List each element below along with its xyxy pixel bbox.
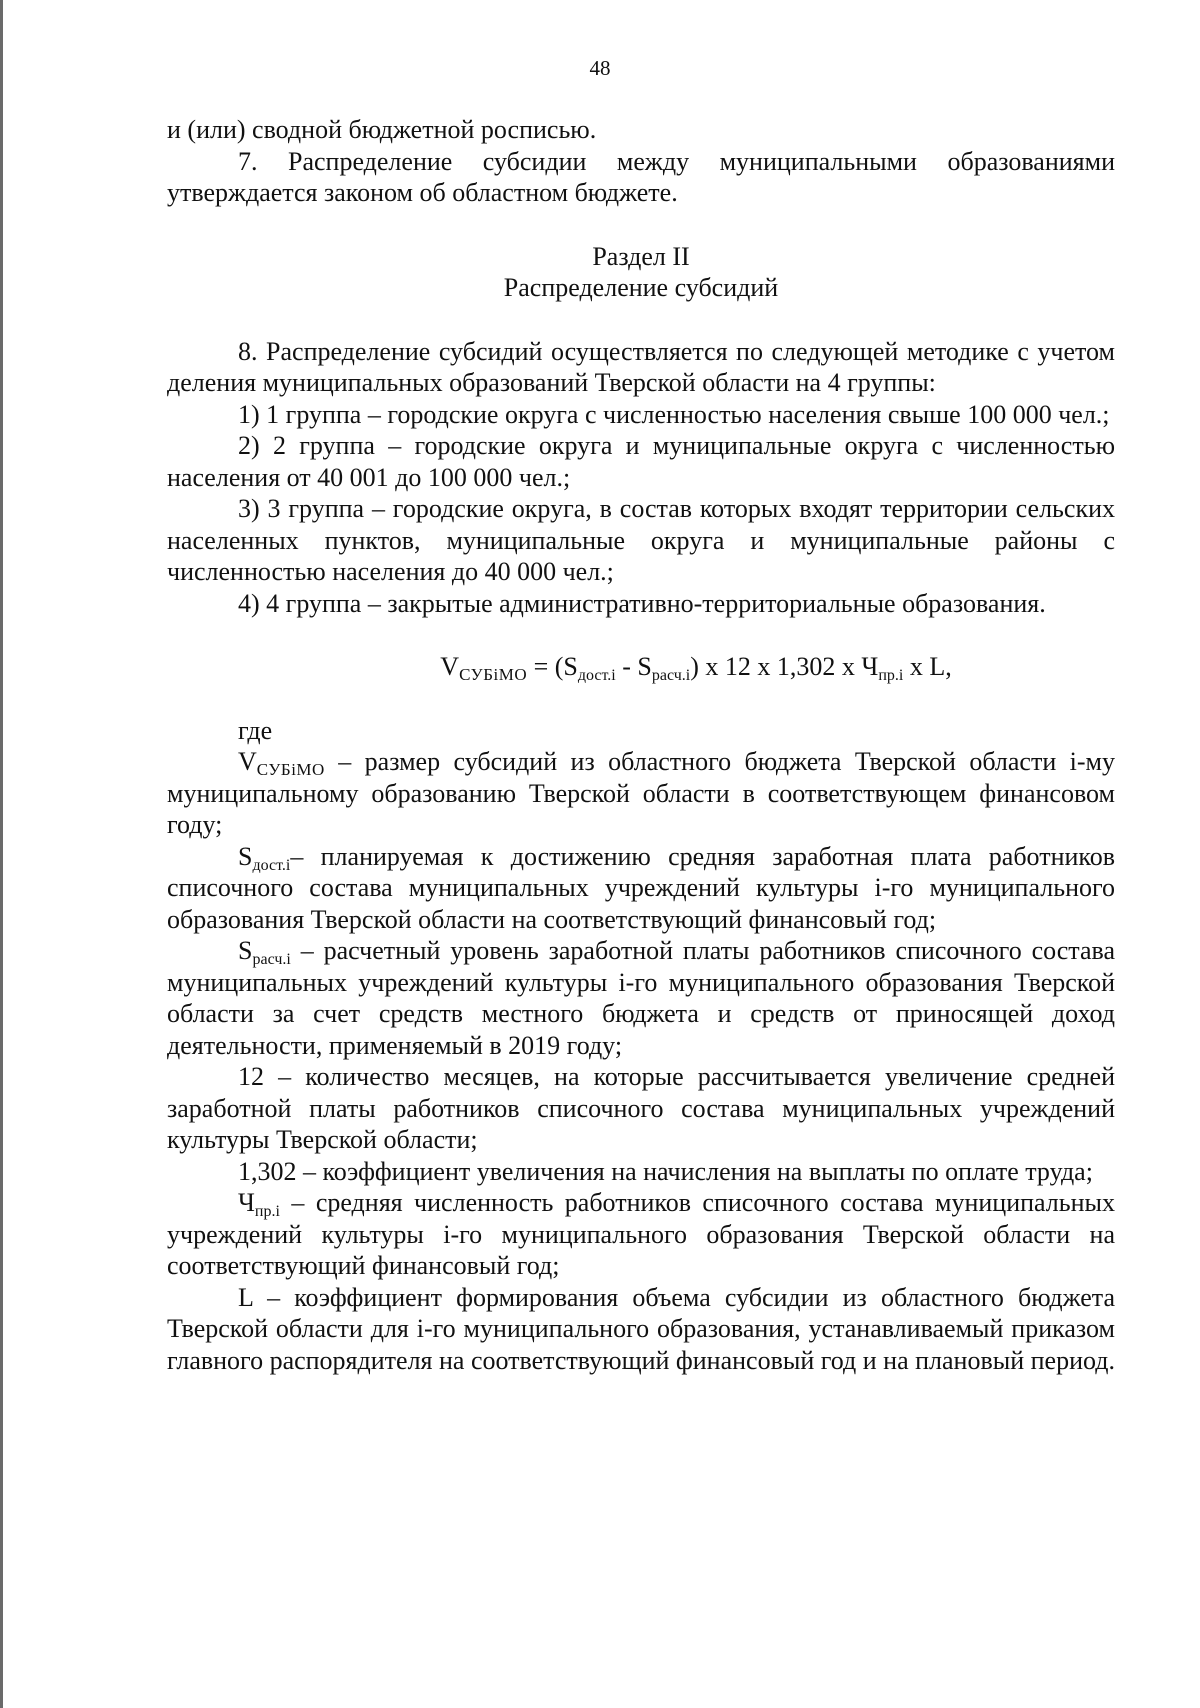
- page-number: 48: [589, 56, 611, 80]
- group-item-4: 4) 4 группа – закрытые административно-территориальные образования.: [238, 588, 1046, 618]
- definition-v: $V_{СУБiМО}$ – размер субсидий из областного бюджета Тверской области i-му муниципальному образованию Тверской области в соответствующем финансовом году;: [167, 747, 1115, 839]
- group-item-2: 2) 2 группа – городские округа и муниципальные округа с численностью населения от 40 001 до 100 000 чел.;: [167, 431, 1115, 492]
- paragraph-7: 7. Распределение субсидии между муниципальными образованиями утверждается законом об областном бюджете.: [167, 146, 1115, 207]
- definition-ch: $Ч_{пр.i}$ – средняя численность работников списочного состава муниципальных учреждений культуры i-го муниципального образования Тверской области на соответствующий финансовый год;: [167, 1188, 1115, 1280]
- section-heading: Раздел II: [592, 241, 690, 271]
- definition-s-rasch: $S_{расч.i}$ – расчетный уровень заработной платы работников списочного состава муниципальных учреждений культуры i-го муниципального образования Тверской области за счет средств местного бюджета и средств от приносящей доход деятельности, применяемый в 2019 году;: [167, 936, 1115, 1060]
- definition-1302: 1,302 – коэффициент увеличения на начисления на выплаты по оплате труда;: [238, 1156, 1093, 1186]
- paragraph-8: 8. Распределение субсидий осуществляется по следующей методике с учетом деления муниципальных образований Тверской области на 4 группы:: [167, 336, 1115, 397]
- definition-s-dost: $S_{дост.i}-$ планируемая к достижению средняя заработная плата работников списочного состава муниципальных учреждений культуры i-го муниципального образования Тверской области на соответствующий финансовый год;: [167, 841, 1115, 934]
- intro-line: и (или) сводной бюджетной росписью.: [167, 115, 597, 144]
- section-title: Распределение субсидий: [503, 273, 779, 302]
- where-label: где: [238, 715, 273, 745]
- formula: $V_{СУБiМО} = (S_{дост.i} - S_{расч.i})$ x 12 x 1,302 x $Ч_{пр.i}$ x L,: [440, 652, 952, 684]
- group-item-3: 3) 3 группа – городские округа, в состав которых входят территории сельских населенных пунктов, муниципальные округа и муниципальные районы с численностью населения до 40 000 чел.;: [167, 494, 1115, 586]
- group-item-1: 1) 1 группа – городские округа с численностью населения свыше 100 000 чел.;: [238, 399, 1110, 429]
- scan-edge: [0, 0, 3, 1708]
- definition-12: 12 – количество месяцев, на которые рассчитывается увеличение средней заработной платы работников списочного состава муниципальных учреждений культуры Тверской области;: [167, 1062, 1115, 1154]
- definition-l: L – коэффициент формирования объема субсидии из областного бюджета Тверской области для i-го муниципального образования, устанавливаемый приказом главного распорядителя на соответствующий финансовый год и на плановый период.: [167, 1282, 1115, 1375]
- document-body: [167, 114, 1115, 1376]
